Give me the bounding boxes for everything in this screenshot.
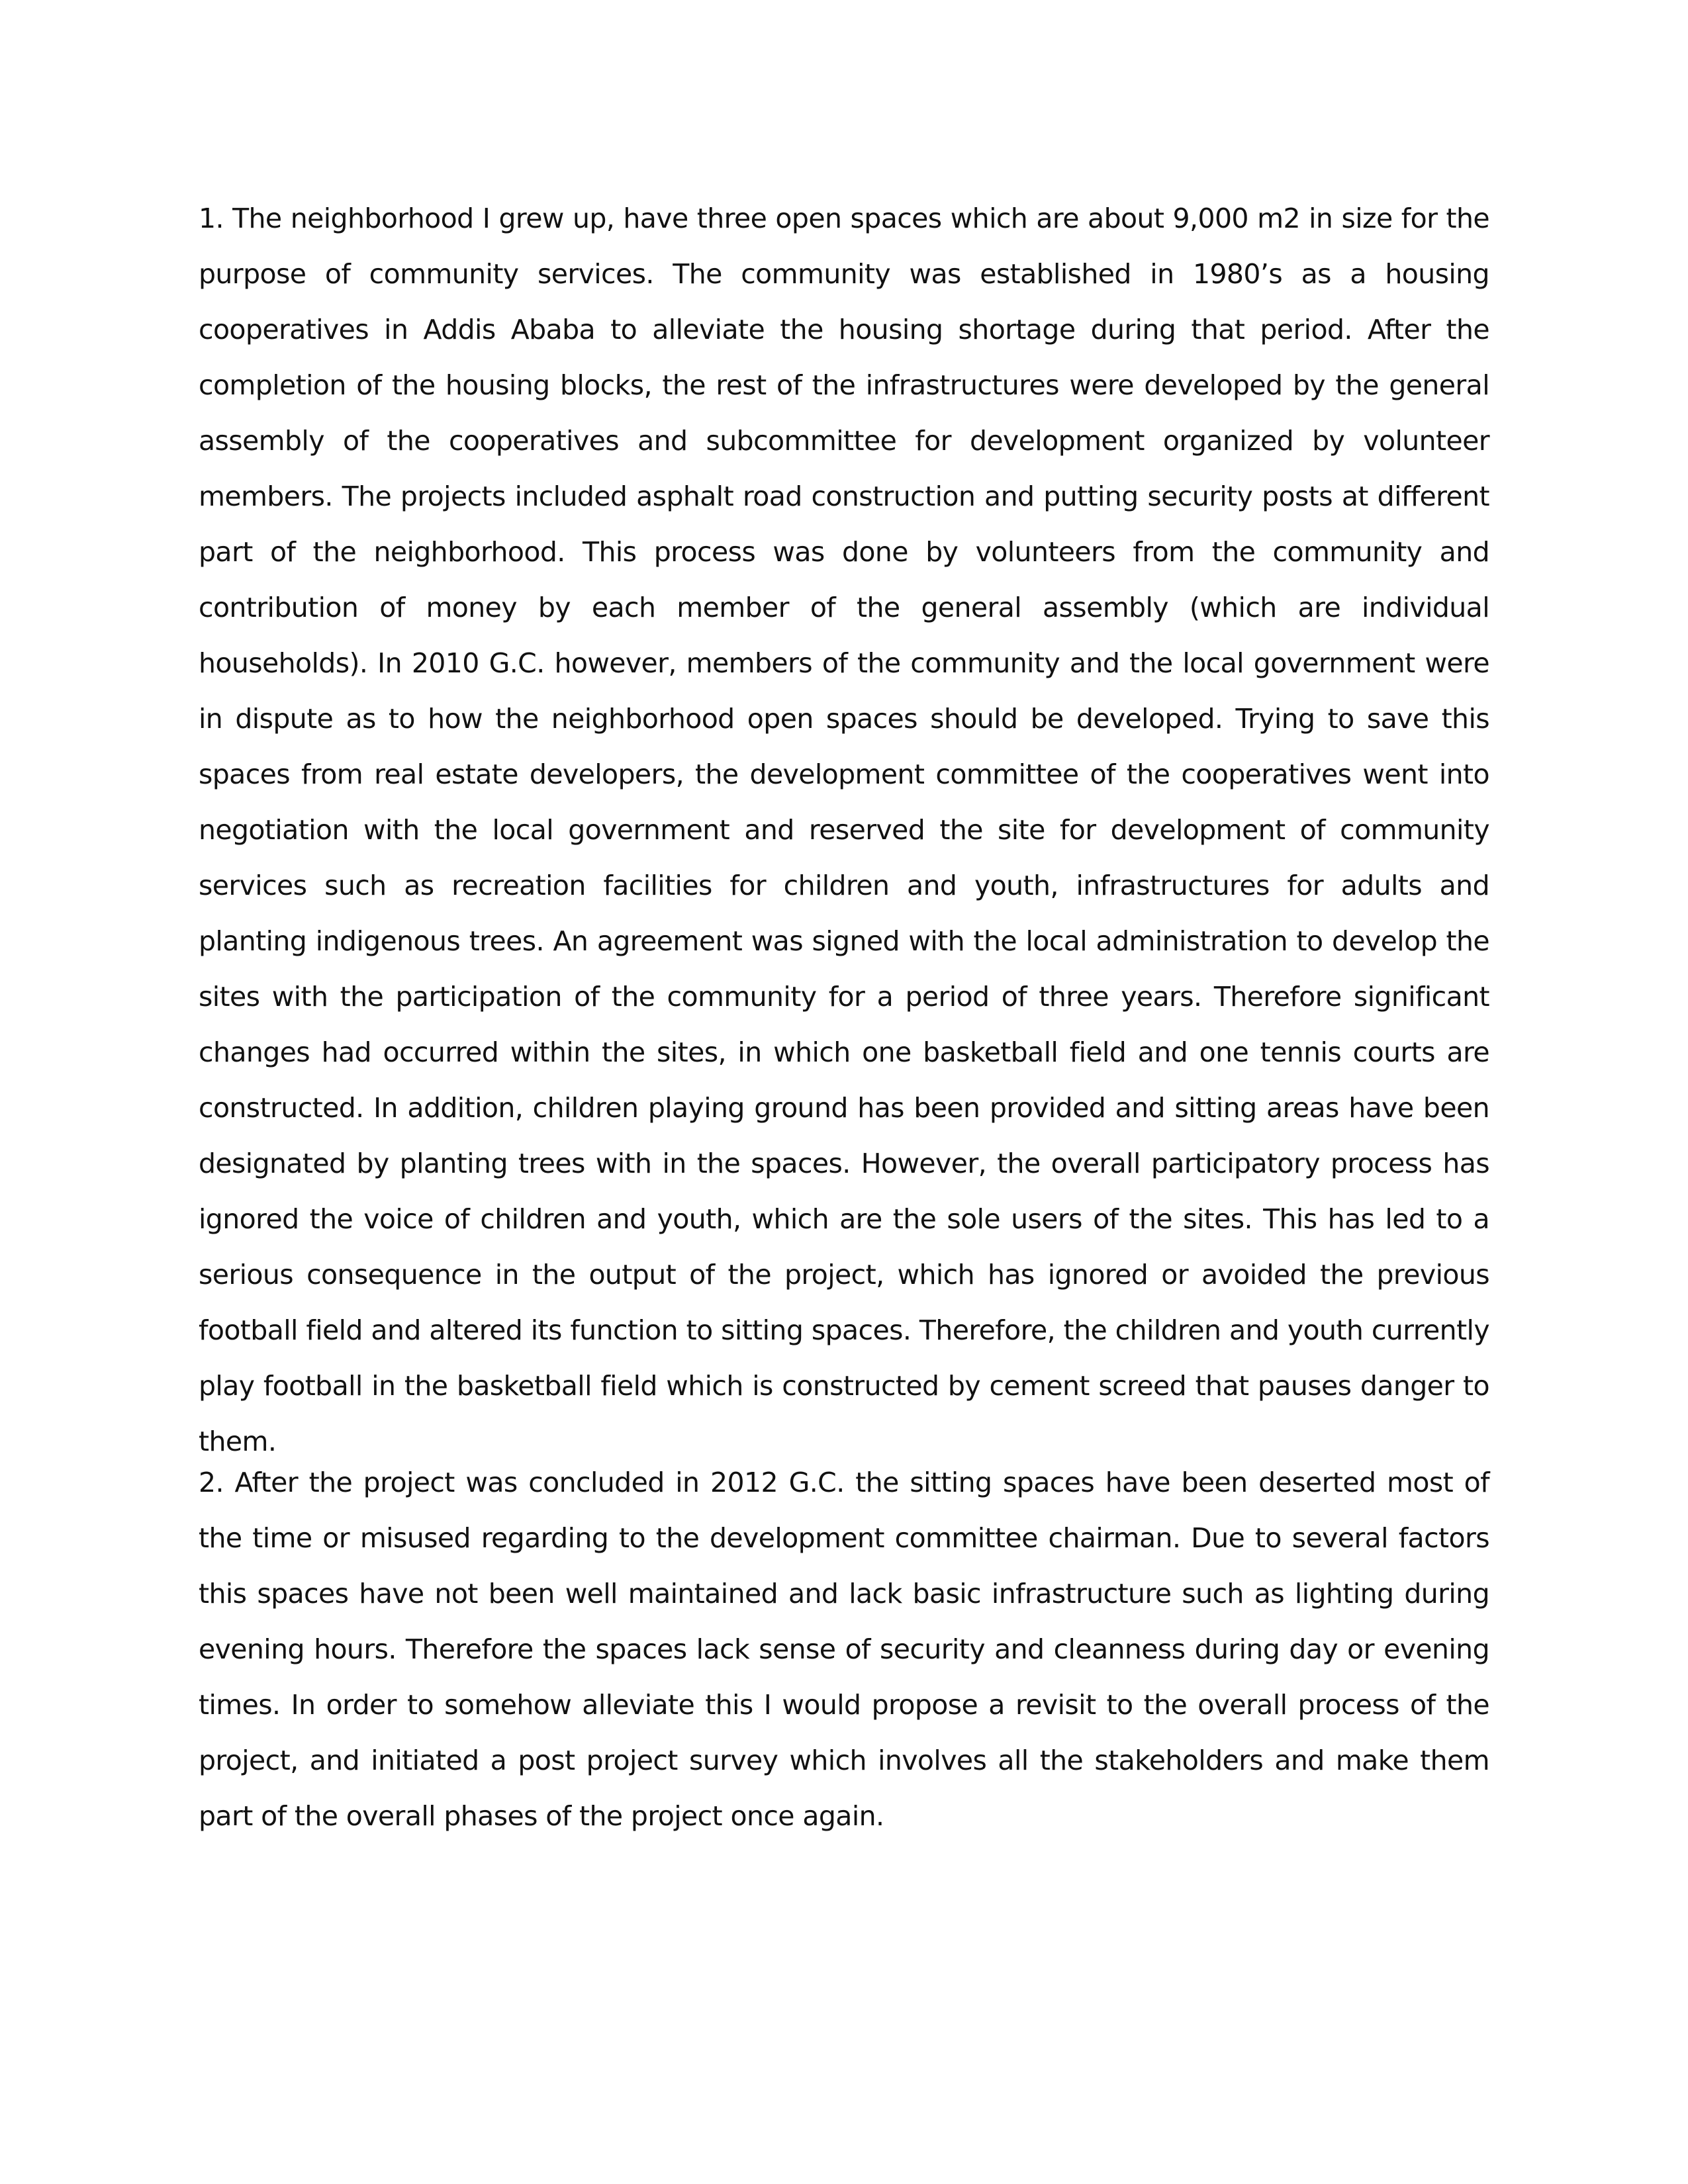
paragraph-2: 2. After the project was concluded in 2012 G.C. the sitting spaces have been deserted most of the time or misused regarding to the development committee chairman. Due to several factors this spaces have not been well maintained and lack basic infrastructure such as lighting during evening hours. Therefore the spaces lack sense of security and cleanness during day or evening times. In order to somehow alleviate this I would propose a revisit to the overall process of the project, and initiated a post project survey which involves all the stakeholders and make them part of the overall phases of the project once again. xyxy=(199,1467,1489,1832)
paragraph-1: 1. The neighborhood I grew up, have three open spaces which are about 9,000 m2 in size for the purpose of community services. The community was established in 1980’s as a housing cooperatives in Addis Ababa to alleviate the housing shortage during that period. After the completion of the housing blocks, the rest of the infrastructures were developed by the general assembly of the cooperatives and subcommittee for development organized by volunteer members. The projects included asphalt road construction and putting security posts at different part of the neighborhood. This process was done by volunteers from the community and contribution of money by each member of the general assembly (which are individual households). In 2010 G.C. however, members of the community and the local government were in dispute as to how the neighborhood open spaces should be developed. Trying to save this spaces from real estate developers, the development committee of the cooperatives went into negotiation with the local government and reserved the site for development of community services such as recreation facilities for children and youth, infrastructures for adults and planting indigenous trees. An agreement was signed with the local administration to develop the sites with the participation of the community for a period of three years. Therefore significant changes had occurred within the sites, in which one basketball field and one tennis courts are constructed. In addition, children playing ground has been provided and sitting areas have been designated by planting trees with in the spaces. However, the overall participatory process has ignored the voice of children and youth, which are the sole users of the sites. This has led to a serious consequence in the output of the project, which has ignored or avoided the previous football field and altered its function to sitting spaces. Therefore, the children and youth currently play football in the basketball field which is constructed by cement screed that pauses danger to them. xyxy=(199,203,1489,1457)
